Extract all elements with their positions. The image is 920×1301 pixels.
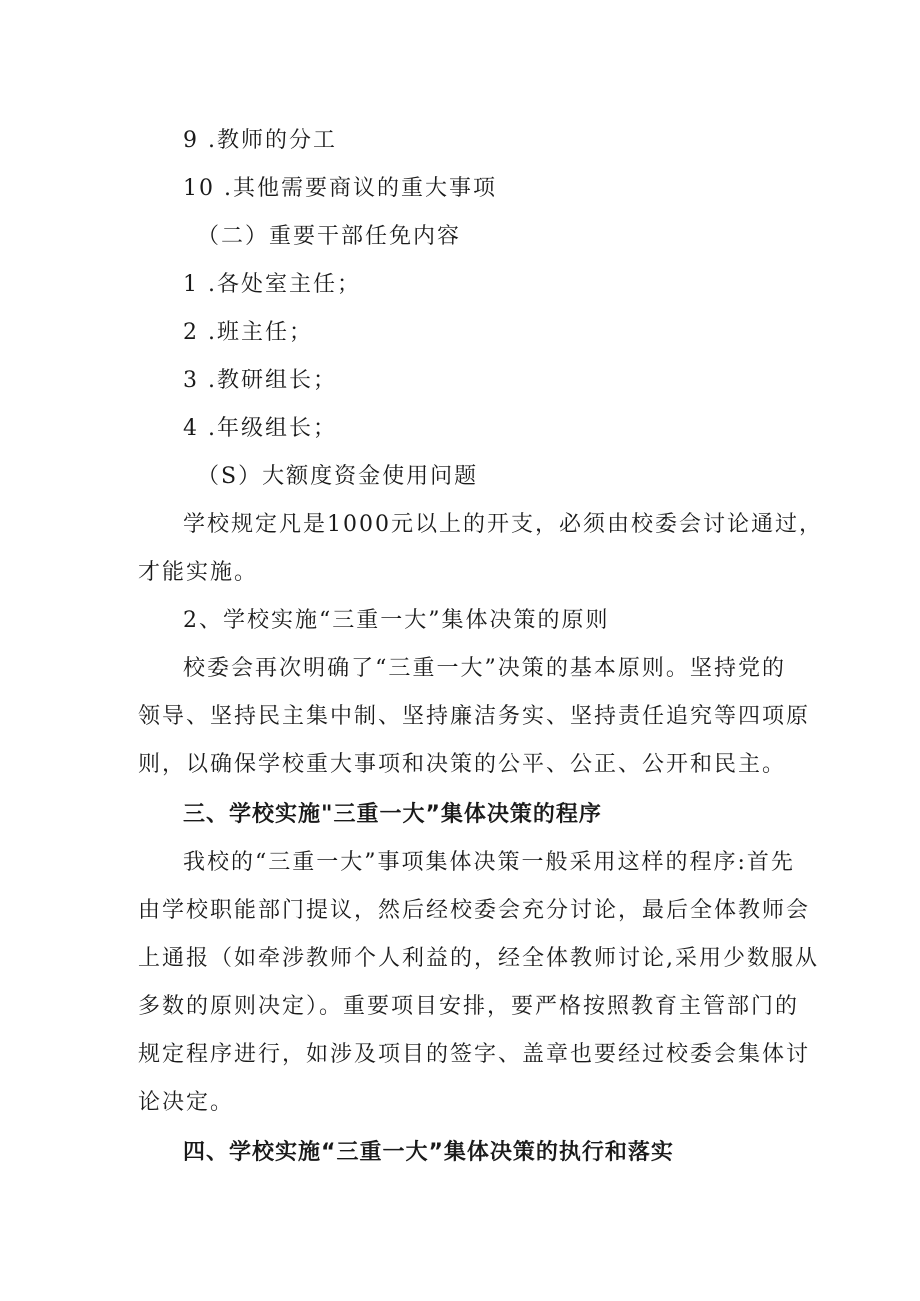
paragraph-procedure-line-3: 上通报（如牵涉教师个人利益的，经全体教师讨论,采用少数服从 (138, 946, 819, 971)
section-heading-large-funds: （S）大额度资金使用问题 (197, 464, 479, 489)
paragraph-procedure-line-2: 由学校职能部门提议，然后经校委会充分讨论，最后全体教师会 (138, 898, 811, 923)
paragraph-procedure-line-6: 论决定。 (138, 1090, 235, 1115)
paragraph-funds-line-1: 学校规定凡是1000元以上的开支，必须由校委会讨论通过， (183, 512, 823, 537)
list-item-research-group-leaders: 3 .教研组长； (183, 368, 337, 393)
list-item-other-major-matters: 10 .其他需要商议的重大事项 (183, 176, 497, 201)
chapter-heading-implementation: 四、学校实施“三重一大”集体决策的执行和落实 (183, 1140, 674, 1165)
chapter-heading-procedure: 三、学校实施"三重一大”集体决策的程序 (183, 802, 602, 827)
paragraph-procedure-line-5: 规定程序进行，如涉及项目的签字、盖章也要经过校委会集体讨 (138, 1042, 811, 1067)
list-item-teacher-division: 9 .教师的分工 (183, 128, 337, 153)
paragraph-principles-line-3: 则，以确保学校重大事项和决策的公平、公正、公开和民主。 (138, 752, 787, 777)
section-heading-principles: 2、学校实施“三重一大”集体决策的原则 (183, 608, 610, 633)
section-heading-cadre-appointment: （二）重要干部任免内容 (197, 224, 462, 249)
list-item-class-teachers: 2 .班主任； (183, 320, 313, 345)
paragraph-principles-line-2: 领导、坚持民主集中制、坚持廉洁务实、坚持责任追究等四项原 (138, 704, 811, 729)
paragraph-funds-line-2: 才能实施。 (138, 560, 259, 585)
list-item-grade-group-leaders: 4 .年级组长； (183, 416, 337, 441)
paragraph-procedure-line-4: 多数的原则决定）。重要项目安排，要严格按照教育主管部门的 (138, 994, 800, 1019)
list-item-department-directors: 1 .各处室主任； (183, 272, 361, 297)
paragraph-procedure-line-1: 我校的“三重一大”事项集体决策一般采用这样的程序:首先 (183, 850, 795, 875)
paragraph-principles-line-1: 校委会再次明确了“三重一大”决策的基本原则。坚持党的 (183, 656, 786, 681)
